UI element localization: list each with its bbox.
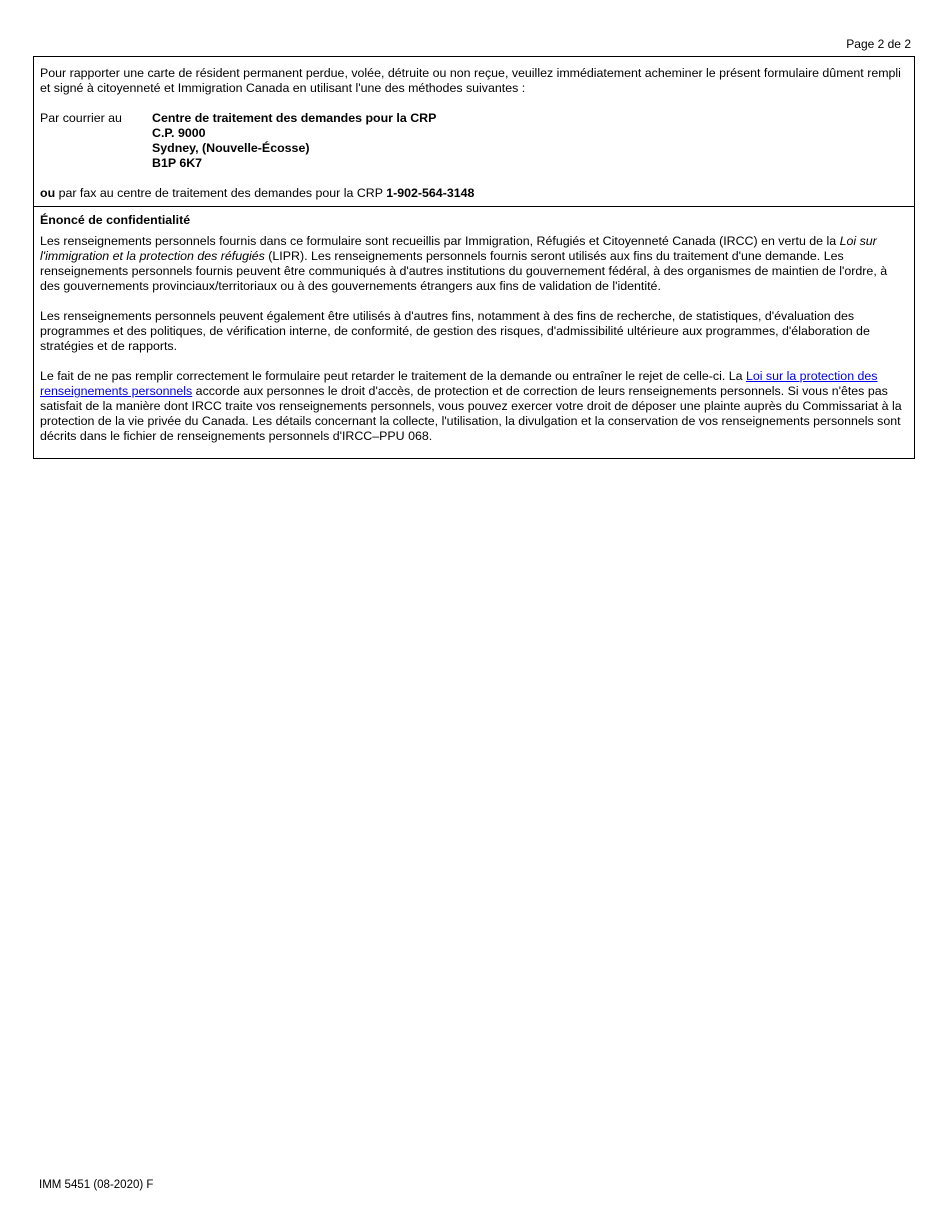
mail-intro-text: Pour rapporter une carte de résident permanent perdue, volée, détruite ou non reçue, veuillez immédiatement acheminer le présent formulaire dûment rempli et signé à citoyenneté et Immigration Canada en utilisant l'une des méthodes suivantes :: [40, 66, 901, 95]
mail-label: Par courrier au: [40, 111, 122, 125]
mail-instructions-section: [34, 57, 914, 207]
address-line-2: C.P. 9000: [152, 126, 206, 140]
address-line-1: Centre de traitement des demandes pour la CRP: [152, 111, 437, 125]
address-line-4: B1P 6K7: [152, 156, 203, 170]
privacy-title: Énoncé de confidentialité: [40, 213, 191, 227]
fax-text: par fax au centre de traitement des demandes pour la CRP: [55, 186, 387, 200]
page-number: Page 2 de 2: [846, 37, 911, 51]
form-code: IMM 5451 (08-2020) F: [39, 1179, 154, 1191]
privacy-act-name-italic: Loi sur l'immigration et la protection des réfugiés: [40, 234, 877, 263]
privacy-paragraph-3: [40, 369, 908, 444]
privacy-p1-text-2: (LIPR). Les renseignements personnels fournis seront utilisés aux fins du traitement d'une demande. Les renseignements personnels fournis peuvent être communiqués à d'autres institutions du gouvernement fédéral, à des organismes de maintien de l'ordre, à des gouvernements provinciaux/territoriaux ou à des gouvernements étrangers aux fins de validation de l'identité.: [40, 249, 888, 293]
privacy-p1-text-1: Les renseignements personnels fournis dans ce formulaire sont recueillis par Immigration, Réfugiés et Citoyenneté Canada (IRCC) en vertu de la: [40, 234, 840, 248]
mail-address-row: [40, 111, 908, 171]
fax-or-word: ou: [40, 186, 56, 200]
privacy-p3-text-1: Le fait de ne pas remplir correctement le formulaire peut retarder le traitement de la demande ou entraîner le rejet de celle-ci. La: [40, 369, 746, 383]
privacy-paragraph-1: [40, 234, 908, 294]
privacy-act-link[interactable]: Loi sur la protection des renseignements personnels: [40, 369, 878, 398]
privacy-section: [34, 207, 914, 465]
fax-line: [40, 186, 908, 201]
privacy-p3-text-2: accorde aux personnes le droit d'accès, de protection et de correction de leurs renseignements personnels. Si vous n'êtes pas satisfait de la manière dont IRCC traite vos renseignements personnels, vous pouvez exercer votre droit de déposer une plainte auprès du Commissariat à la protection de la vie privée du Canada. Les détails concernant la collecte, l'utilisation, la divulgation et la conservation de vos renseignements personnels sont décrits dans le fichier de renseignements personnels d'IRCC–PPU 068.: [40, 384, 902, 443]
mail-address: [152, 111, 436, 171]
privacy-paragraph-2: Les renseignements personnels peuvent également être utilisés à d'autres fins, notamment à des fins de recherche, de statistiques, d'évaluation des programmes et des politiques, de vérification interne, de conformité, de gestion des risques, d'admissibilité ultérieure aux programmes, d'élaboration de stratégies et de rapports.: [40, 309, 870, 353]
fax-number: 1-902-564-3148: [386, 186, 475, 200]
form-box: [33, 56, 915, 459]
address-line-3: Sydney, (Nouvelle-Écosse): [152, 141, 310, 155]
